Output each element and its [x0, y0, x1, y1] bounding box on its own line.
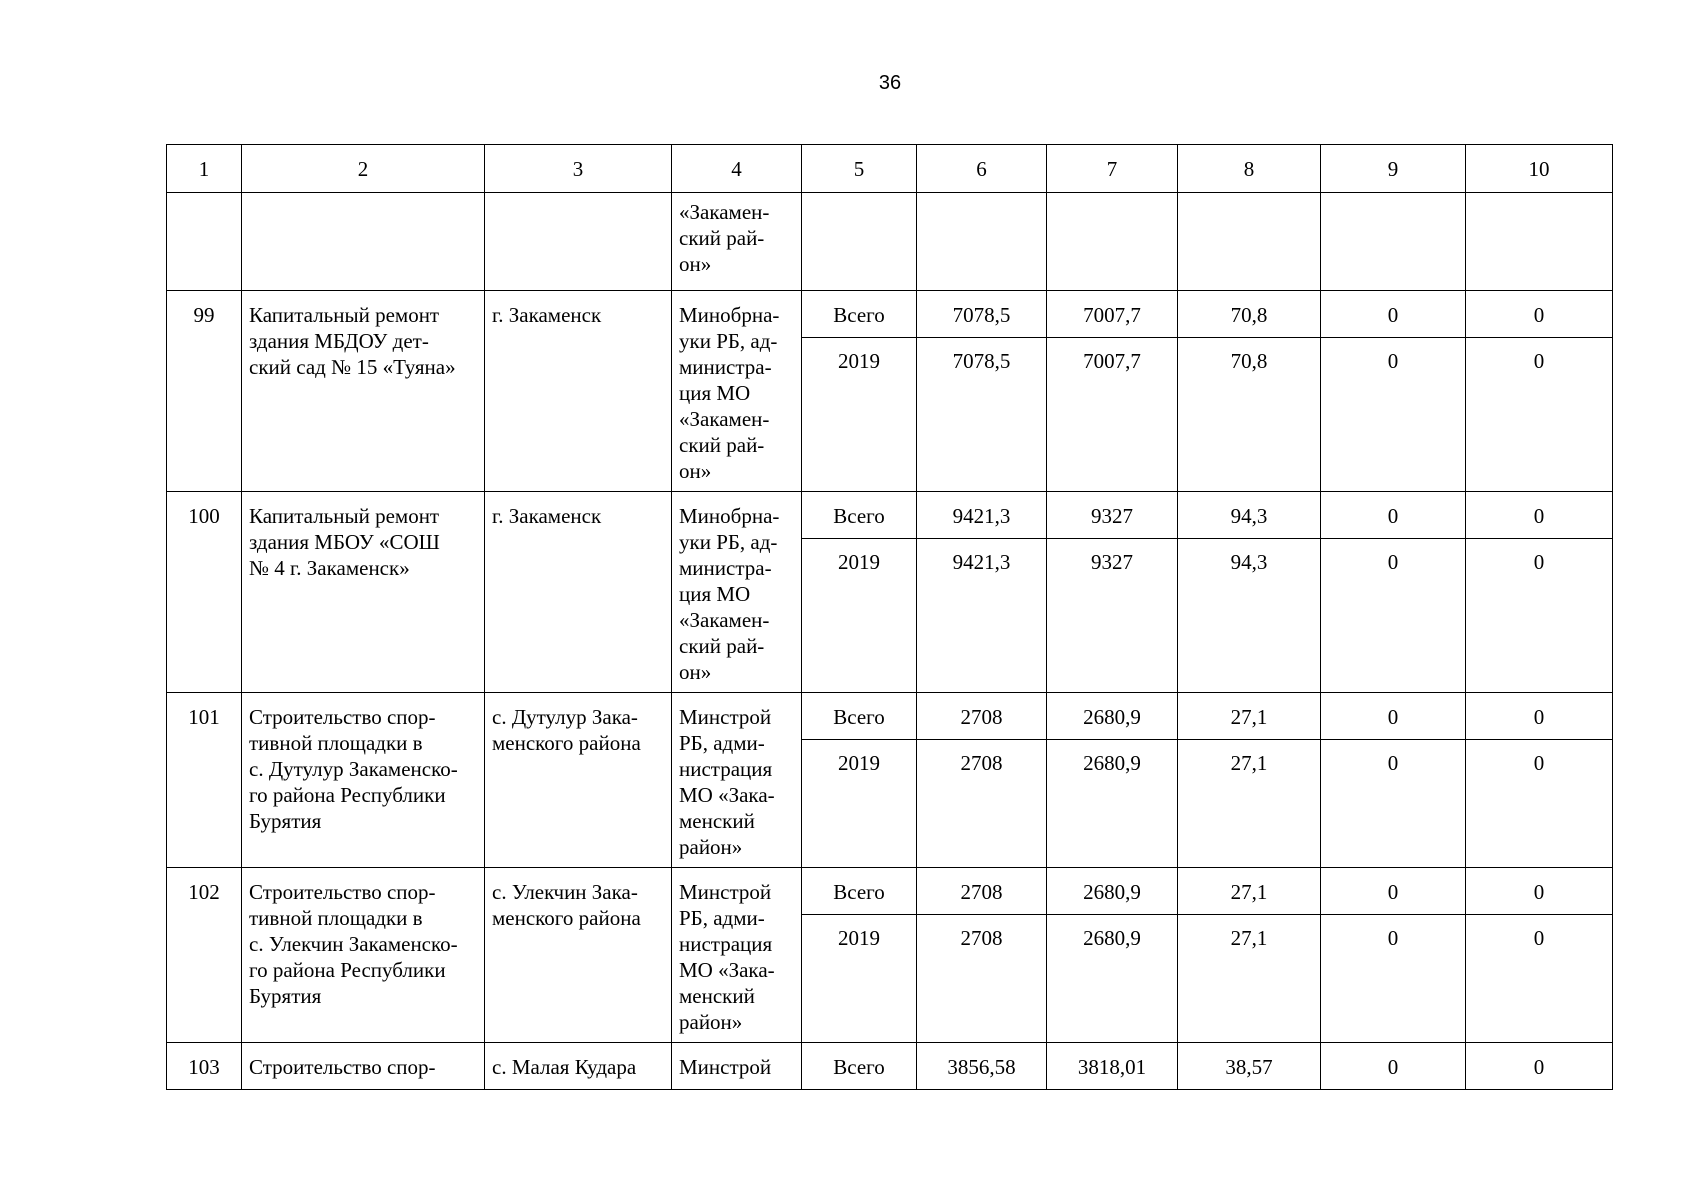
total-cell: 2708 — [917, 693, 1047, 740]
row-number: 101 — [167, 693, 242, 868]
responsible-party: Минобрна- уки РБ, ад- министра- ция МО «Закамен- ский рай- он» — [672, 291, 802, 492]
row-number: 102 — [167, 868, 242, 1043]
value-cell: 9327 — [1047, 492, 1178, 539]
header-cell: 1 — [167, 145, 242, 193]
responsible-party: Минобрна- уки РБ, ад- министра- ция МО «Закамен- ский рай- он» — [672, 492, 802, 693]
value-cell: 0 — [1321, 1043, 1466, 1090]
header-cell: 2 — [242, 145, 485, 193]
value-cell: 70,8 — [1178, 291, 1321, 338]
object-description: Строительство спор- тивной площадки в с. Дутулур Закаменско- го района Республики Бурятия — [242, 693, 485, 868]
object-location: г. Закаменск — [485, 291, 672, 492]
value-cell: 0 — [1321, 693, 1466, 740]
value-cell: 0 — [1466, 338, 1613, 492]
value-cell: 94,3 — [1178, 539, 1321, 693]
value-cell: 2680,9 — [1047, 740, 1178, 868]
continuation-row — [167, 193, 1613, 291]
value-cell: 27,1 — [1178, 915, 1321, 1043]
value-cell: 2680,9 — [1047, 693, 1178, 740]
total-cell: 2708 — [917, 868, 1047, 915]
value-cell: 0 — [1466, 693, 1613, 740]
value-cell: 0 — [1321, 492, 1466, 539]
empty-cell — [802, 193, 917, 291]
header-row — [167, 145, 1613, 193]
value-cell: 0 — [1466, 868, 1613, 915]
header-cell: 8 — [1178, 145, 1321, 193]
row-number: 103 — [167, 1043, 242, 1090]
total-cell: 3856,58 — [917, 1043, 1047, 1090]
responsible-party: Минстрой — [672, 1043, 802, 1090]
period-cell: Всего — [802, 868, 917, 915]
header-cell: 6 — [917, 145, 1047, 193]
period-cell: 2019 — [802, 740, 917, 868]
header-cell: 4 — [672, 145, 802, 193]
header-cell: 7 — [1047, 145, 1178, 193]
continuation-responsible: «Закамен- ский рай- он» — [672, 193, 802, 291]
period-cell: Всего — [802, 291, 917, 338]
value-cell: 2680,9 — [1047, 868, 1178, 915]
value-cell: 7007,7 — [1047, 291, 1178, 338]
empty-cell — [1466, 193, 1613, 291]
total-cell: 2708 — [917, 740, 1047, 868]
object-description: Строительство спор- тивной площадки в с. Улекчин Закаменско- го района Республики Бурятия — [242, 868, 485, 1043]
period-cell: 2019 — [802, 539, 917, 693]
object-description: Строительство спор- — [242, 1043, 485, 1090]
object-description: Капитальный ремонт здания МБОУ «СОШ № 4 г. Закаменск» — [242, 492, 485, 693]
value-cell: 38,57 — [1178, 1043, 1321, 1090]
value-cell: 94,3 — [1178, 492, 1321, 539]
row-number: 100 — [167, 492, 242, 693]
empty-cell — [485, 193, 672, 291]
empty-cell — [167, 193, 242, 291]
object-location: с. Малая Кудара — [485, 1043, 672, 1090]
value-cell: 27,1 — [1178, 693, 1321, 740]
value-cell: 0 — [1466, 492, 1613, 539]
empty-cell — [1178, 193, 1321, 291]
period-cell: Всего — [802, 1043, 917, 1090]
row-number: 99 — [167, 291, 242, 492]
value-cell: 0 — [1466, 915, 1613, 1043]
value-cell: 9327 — [1047, 539, 1178, 693]
empty-cell — [1047, 193, 1178, 291]
table-row — [167, 291, 1613, 338]
table-row — [167, 492, 1613, 539]
value-cell: 3818,01 — [1047, 1043, 1178, 1090]
table-row — [167, 1043, 1613, 1090]
table-row — [167, 868, 1613, 915]
period-cell: 2019 — [802, 915, 917, 1043]
value-cell: 0 — [1321, 740, 1466, 868]
empty-cell — [917, 193, 1047, 291]
object-location: с. Дутулур Зака- менского района — [485, 693, 672, 868]
total-cell: 2708 — [917, 915, 1047, 1043]
value-cell: 2680,9 — [1047, 915, 1178, 1043]
value-cell: 0 — [1466, 291, 1613, 338]
value-cell: 0 — [1321, 338, 1466, 492]
budget-table — [166, 144, 1613, 1090]
value-cell: 0 — [1321, 915, 1466, 1043]
header-cell: 5 — [802, 145, 917, 193]
header-cell: 10 — [1466, 145, 1613, 193]
value-cell: 27,1 — [1178, 868, 1321, 915]
empty-cell — [1321, 193, 1466, 291]
page-number: 36 — [878, 72, 902, 94]
value-cell: 7007,7 — [1047, 338, 1178, 492]
empty-cell — [242, 193, 485, 291]
value-cell: 0 — [1321, 539, 1466, 693]
responsible-party: Минстрой РБ, адми- нистрация МО «Зака- менский район» — [672, 868, 802, 1043]
total-cell: 9421,3 — [917, 492, 1047, 539]
header-cell: 9 — [1321, 145, 1466, 193]
value-cell: 0 — [1466, 539, 1613, 693]
object-description: Капитальный ремонт здания МБДОУ дет- ский сад № 15 «Туяна» — [242, 291, 485, 492]
value-cell: 0 — [1466, 1043, 1613, 1090]
table-row — [167, 693, 1613, 740]
period-cell: Всего — [802, 492, 917, 539]
period-cell: Всего — [802, 693, 917, 740]
value-cell: 0 — [1321, 291, 1466, 338]
value-cell: 27,1 — [1178, 740, 1321, 868]
value-cell: 0 — [1466, 740, 1613, 868]
responsible-party: Минстрой РБ, адми- нистрация МО «Зака- менский район» — [672, 693, 802, 868]
header-cell: 3 — [485, 145, 672, 193]
value-cell: 70,8 — [1178, 338, 1321, 492]
object-location: г. Закаменск — [485, 492, 672, 693]
total-cell: 7078,5 — [917, 338, 1047, 492]
total-cell: 9421,3 — [917, 539, 1047, 693]
value-cell: 0 — [1321, 868, 1466, 915]
period-cell: 2019 — [802, 338, 917, 492]
total-cell: 7078,5 — [917, 291, 1047, 338]
object-location: с. Улекчин Зака- менского района — [485, 868, 672, 1043]
